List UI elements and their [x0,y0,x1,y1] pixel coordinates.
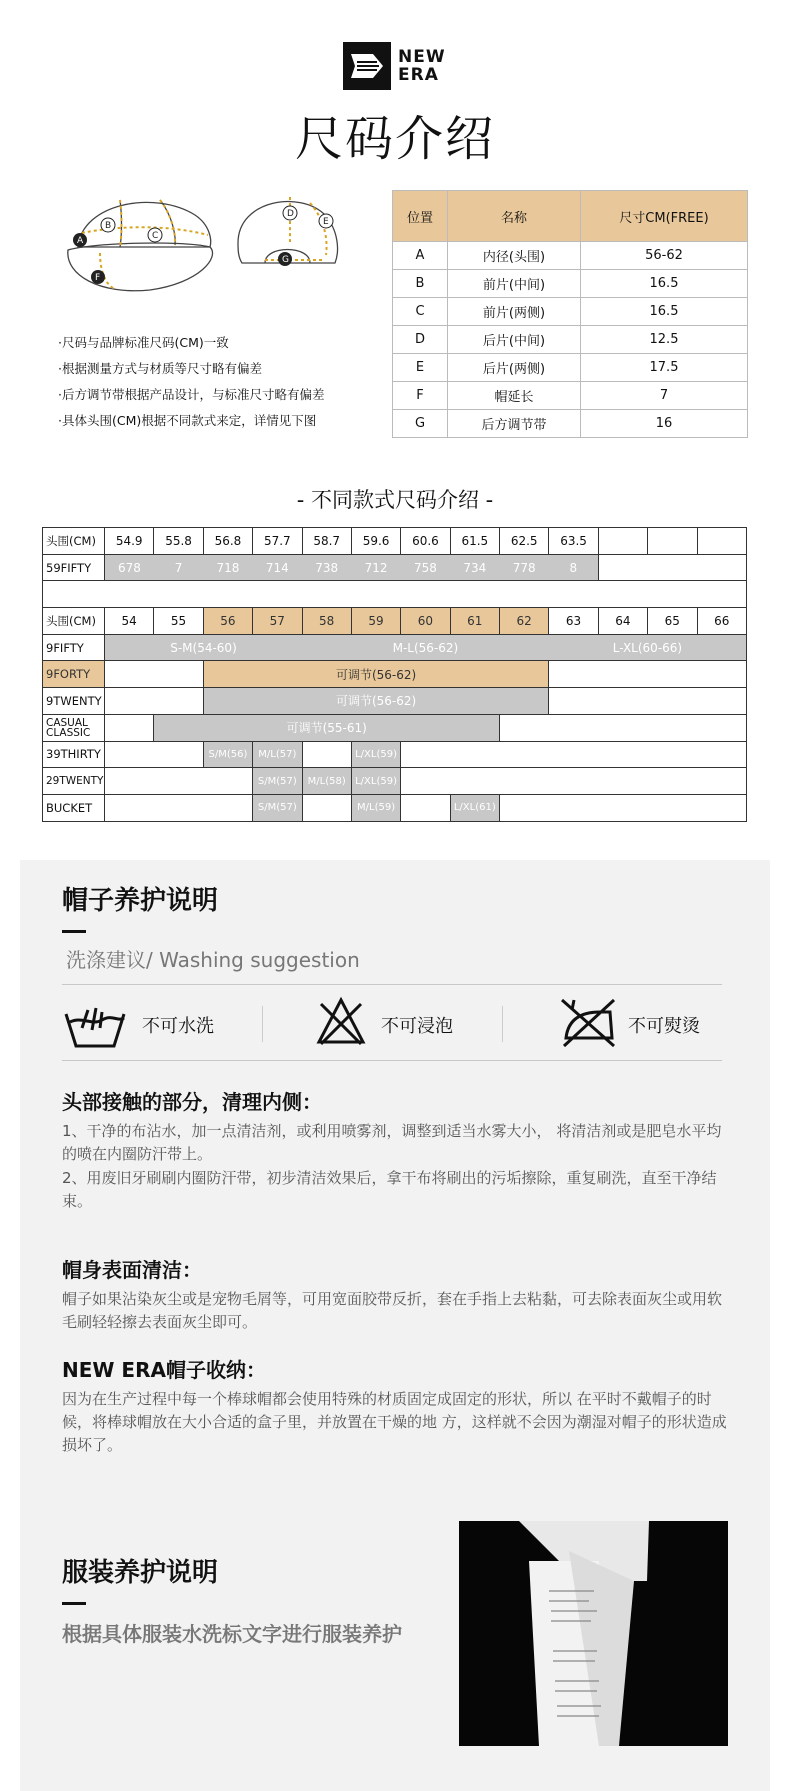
note-item: ·后方调节带根据产品设计，与标准尺寸略有偏差 [58,387,325,402]
care-icon-item: 不可熨烫 [560,996,760,1052]
section-paragraph: 2、用废旧牙刷刷内圈防汗带，初步清洁效果后，拿干布将刷出的污垢擦除，重复刷洗，直至干净结束。 [62,1169,717,1210]
table-row-9twenty: 9TWENTY 可调节(56-62) [43,688,747,715]
table-row: 59FIFTY 678 7 718 714 738 712 758 734 778 8 [43,554,747,581]
svg-text:G: G [282,255,289,265]
note-item: ·尺码与品牌标准尺码(CM)一致 [58,335,229,350]
care-title: 帽子养护说明 [62,886,219,916]
table-row-39thirty: 39THIRTY S/M(56) M/L(57) L/XL(59) [43,741,747,768]
table-row-9forty: 9FORTY 可调节(56-62) [43,661,747,688]
hand-wash-prohibited-icon [62,996,128,1056]
title-underline [62,1602,86,1605]
table-row: D 后片(中间) 12.5 [393,326,748,354]
washing-suggestion-title: 洗涤建议/ Washing suggestion [66,948,360,972]
table-row: E 后片(两侧) 17.5 [393,354,748,382]
note-item: ·具体头围(CM)根据不同款式来定，详情见下图 [58,413,317,428]
spec-table-header [393,191,748,242]
section-heading: NEW ERA帽子收纳： [62,1358,266,1382]
spec-header-position: 位置 [393,191,448,242]
spec-table [392,190,748,438]
table-row-9fifty: 9FIFTY S-M(54-60) M-L(56-62) L-XL(60-66) [43,634,747,661]
table-row-29twenty: 29TWENTY S/M(57) M/L(58) L/XL(59) [43,768,747,795]
care-icon-item: 不可浸泡 [315,996,515,1052]
new-era-logo-mark [343,42,391,90]
spec-header-size: 尺寸CM(FREE) [581,191,748,242]
no-bleach-icon [315,996,367,1052]
table-row: 头围(CM) 54.9 55.8 56.8 57.7 58.7 59.6 60.6 61.5 62.5 63.5 [43,528,747,555]
divider [62,1060,722,1061]
size-section-title: - 不同款式尺码介绍 - [296,488,494,512]
size-grid [42,527,747,822]
table-row: F 帽延长 7 [393,382,748,410]
svg-text:C: C [152,231,159,241]
svg-text:F: F [95,273,101,283]
table-row: C 前片(两侧) 16.5 [393,298,748,326]
care-icon-item: 不可水洗 [62,996,282,1052]
section-paragraph: 帽子如果沾染灰尘或是宠物毛屑等，可用宽面胶带反折，套在手指上去粘黏，可去除表面灰尘或用软毛刷轻轻擦去表面灰尘即可。 [62,1290,723,1331]
apparel-care-title: 服装养护说明 [62,1558,219,1588]
divider-vertical [262,1006,263,1042]
svg-text:A: A [77,236,84,246]
section-heading: 帽身表面清洁： [62,1258,202,1282]
cap-diagram [60,185,350,305]
table-row: G 后方调节带 16 [393,410,748,438]
table-row: A 内径(头围) 56-62 [393,242,748,270]
section-paragraph: 因为在生产过程中每一个棒球帽都会使用特殊的材质固定成固定的形状，所以 在平时不戴帽子的时候，将棒球帽放在大小合适的盒子里，并放置在干燥的地 方，这样就不会因为潮湿对帽子的形状造成损坏了。 [62,1390,727,1454]
size-notes [58,330,324,434]
divider-vertical [502,1006,503,1042]
table-row: B 前片(中间) 16.5 [393,270,748,298]
divider [62,984,722,985]
table-row-casual-classic: CASUAL CLASSIC 可调节(55-61) [43,714,747,741]
clothing-label-photo [459,1521,728,1746]
spec-header-name: 名称 [448,191,581,242]
new-era-logo-text: NEW ERA [398,47,446,85]
section-heading: 头部接触的部分，清理内侧： [62,1090,322,1114]
no-iron-icon [560,996,616,1052]
apparel-care-subtitle: 根据具体服装水洗标文字进行服装养护 [62,1622,402,1646]
section-paragraph: 1、干净的布沾水，加一点清洁剂，或利用喷雾剂，调整到适当水雾大小， 将清洁剂或是肥皂水平均的喷在内圈防汗带上。 [62,1122,722,1163]
svg-text:D: D [287,209,294,219]
svg-text:B: B [105,221,112,231]
title-underline [62,930,86,933]
page-title: 尺码介绍 [294,111,495,167]
svg-text:E: E [323,217,329,227]
table-row: 头围(CM) 54 55 56 57 58 59 60 61 62 63 64 65 66 [43,608,747,635]
spacer-row [43,581,747,608]
note-item: ·根据测量方式与材质等尺寸略有偏差 [58,361,262,376]
table-row-bucket: BUCKET S/M(57) M/L(59) L/XL(61) [43,794,747,821]
